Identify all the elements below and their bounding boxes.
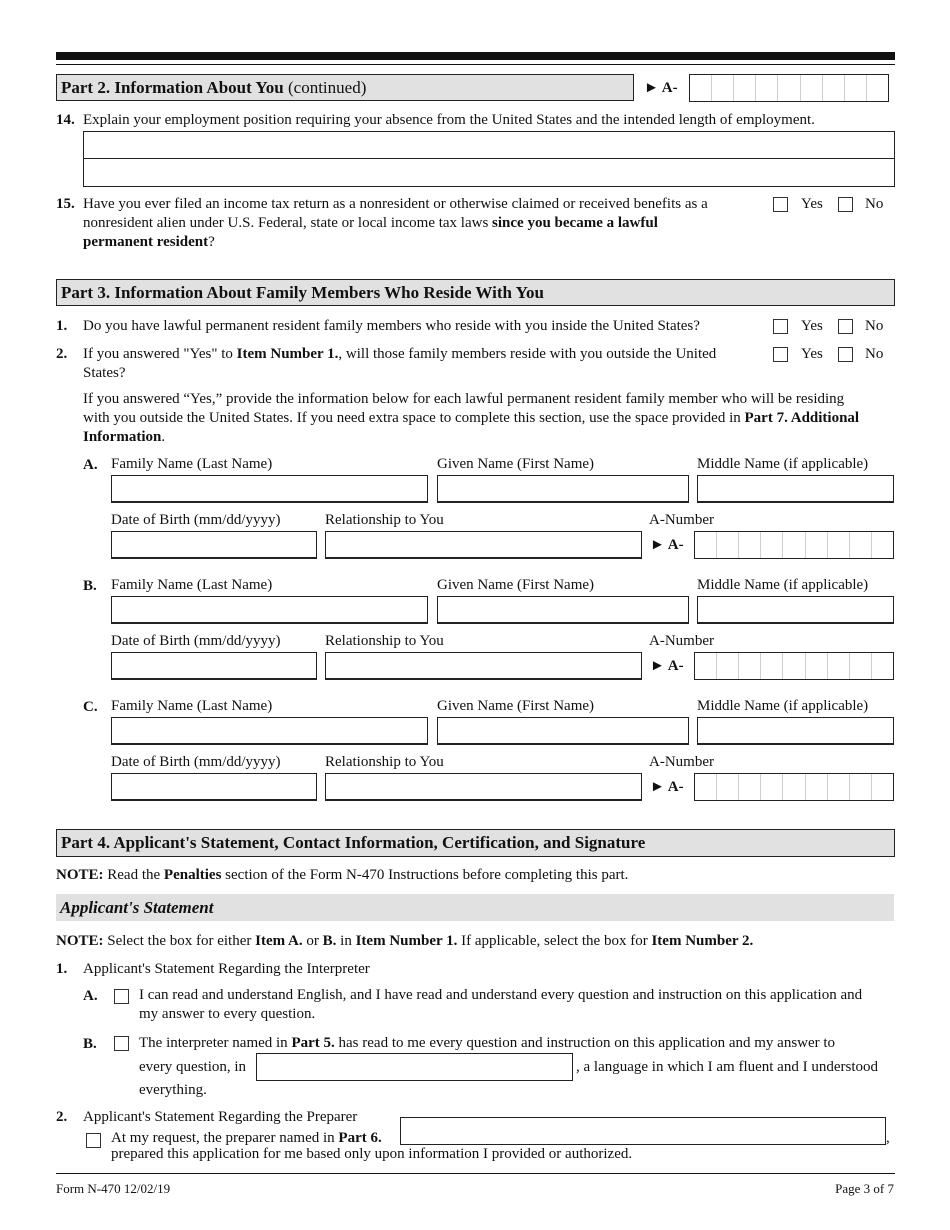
member-a-anumber-input[interactable] bbox=[694, 531, 894, 559]
part4-note2: NOTE: Select the box for either Item A. or B. in Item Number 1. If applicable, select the box for Item Number 2. bbox=[56, 933, 754, 949]
member-a-dob-label: Date of Birth (mm/dd/yyyy) bbox=[111, 512, 281, 528]
p3-q2-number: 2. bbox=[56, 346, 68, 362]
p3-q1-text: Do you have lawful permanent resident family members who reside with you inside the United States? bbox=[83, 318, 700, 334]
top-rule-thin bbox=[56, 64, 895, 65]
part4-note1: NOTE: Read the Penalties section of the Form N-470 Instructions before completing this part. bbox=[56, 867, 629, 883]
p4-item2-text: Applicant's Statement Regarding the Preparer bbox=[83, 1109, 358, 1125]
p4-item1-text: Applicant's Statement Regarding the Interpreter bbox=[83, 961, 370, 977]
member-c-letter: C. bbox=[83, 699, 98, 715]
member-c-a-prefix: ► A- bbox=[650, 779, 684, 795]
p4-item1b-checkbox[interactable] bbox=[114, 1036, 129, 1051]
member-a-family-label: Family Name (Last Name) bbox=[111, 456, 273, 472]
p3-q1-no-checkbox[interactable] bbox=[838, 319, 853, 334]
member-a-middle-label: Middle Name (if applicable) bbox=[697, 456, 869, 472]
member-a-relationship-label: Relationship to You bbox=[325, 512, 444, 528]
part3-header: Part 3. Information About Family Members Who Reside With You bbox=[56, 279, 895, 306]
member-b-relationship-label: Relationship to You bbox=[325, 633, 444, 649]
p4-item2-line2: prepared this application for me based only upon information I provided or authorized. bbox=[111, 1146, 633, 1162]
member-c-anumber-input[interactable] bbox=[694, 773, 894, 801]
member-c-relationship-label: Relationship to You bbox=[325, 754, 444, 770]
p4-item1a-text-line2: my answer to every question. bbox=[139, 1006, 316, 1022]
q15-yes-checkbox[interactable] bbox=[773, 197, 788, 212]
q15-text-line1: Have you ever filed an income tax return as a nonresident or otherwise claimed or received benefits as a bbox=[83, 196, 708, 212]
member-c-given-input[interactable] bbox=[437, 717, 689, 745]
top-rule-thick bbox=[56, 52, 895, 60]
footer-rule bbox=[56, 1173, 895, 1174]
p4-item1b-text-line2b: , a language in which I am fluent and I understood bbox=[576, 1059, 878, 1075]
interpreter-language-input[interactable] bbox=[256, 1053, 573, 1081]
p3-instructions-line1: If you answered “Yes,” provide the information below for each lawful permanent resident family member who will be residing bbox=[83, 391, 845, 407]
member-c-dob-input[interactable] bbox=[111, 773, 317, 801]
p3-q2-text-line2: States? bbox=[83, 365, 126, 381]
member-b-letter: B. bbox=[83, 578, 97, 594]
member-b-dob-label: Date of Birth (mm/dd/yyyy) bbox=[111, 633, 281, 649]
footer-page-number: Page 3 of 7 bbox=[835, 1181, 894, 1196]
q14-text: Explain your employment position requiring your absence from the United States and the intended length of employment. bbox=[83, 112, 815, 128]
q15-text-line2: nonresident alien under U.S. Federal, state or local income tax laws since you became a lawful bbox=[83, 215, 658, 231]
q15-no-label: No bbox=[865, 196, 884, 212]
member-b-given-input[interactable] bbox=[437, 596, 689, 624]
part2-a-prefix: ► A- bbox=[644, 80, 678, 96]
member-b-given-label: Given Name (First Name) bbox=[437, 577, 595, 593]
member-a-letter: A. bbox=[83, 457, 98, 473]
p4-item2-number: 2. bbox=[56, 1109, 68, 1125]
member-a-middle-input[interactable] bbox=[697, 475, 894, 503]
p4-item1a-checkbox[interactable] bbox=[114, 989, 129, 1004]
member-a-dob-input[interactable] bbox=[111, 531, 317, 559]
p3-q2-no-checkbox[interactable] bbox=[838, 347, 853, 362]
q15-text-line3: permanent resident? bbox=[83, 234, 215, 250]
p3-q2-yes-checkbox[interactable] bbox=[773, 347, 788, 362]
member-b-anumber-input[interactable] bbox=[694, 652, 894, 680]
q14-number: 14. bbox=[56, 112, 75, 128]
member-c-anumber-label: A-Number bbox=[649, 754, 714, 770]
part2-a-number-input[interactable] bbox=[689, 74, 889, 102]
part2-continued: (continued) bbox=[288, 78, 367, 97]
member-a-family-input[interactable] bbox=[111, 475, 428, 503]
member-c-family-label: Family Name (Last Name) bbox=[111, 698, 273, 714]
p3-q1-yes-label: Yes bbox=[801, 318, 823, 334]
member-c-relationship-input[interactable] bbox=[325, 773, 642, 801]
p4-item2-checkbox[interactable] bbox=[86, 1133, 101, 1148]
p4-item1a-text-line1: I can read and understand English, and I have read and understand every question and instruction on this application and bbox=[139, 987, 863, 1003]
member-a-a-prefix: ► A- bbox=[650, 537, 684, 553]
p4-item1b-text-line2a: every question, in bbox=[139, 1059, 247, 1075]
member-b-relationship-input[interactable] bbox=[325, 652, 642, 680]
p3-q1-yes-checkbox[interactable] bbox=[773, 319, 788, 334]
member-a-given-label: Given Name (First Name) bbox=[437, 456, 595, 472]
p3-instructions-line3: Information. bbox=[83, 429, 166, 445]
member-b-a-prefix: ► A- bbox=[650, 658, 684, 674]
p3-q1-no-label: No bbox=[865, 318, 884, 334]
p4-item1b-text-line1: The interpreter named in Part 5. has read to me every question and instruction on this application and my answer to bbox=[139, 1035, 836, 1051]
p4-item1-number: 1. bbox=[56, 961, 68, 977]
p3-q2-yes-label: Yes bbox=[801, 346, 823, 362]
part4-header: Part 4. Applicant's Statement, Contact Information, Certification, and Signature bbox=[56, 829, 895, 857]
member-b-middle-input[interactable] bbox=[697, 596, 894, 624]
p3-instructions-line2: with you outside the United States. If you need extra space to complete this section, use the space provided in Part 7. Additional bbox=[83, 410, 860, 426]
member-a-anumber-label: A-Number bbox=[649, 512, 714, 528]
q14-input-line2[interactable] bbox=[83, 158, 895, 187]
member-a-relationship-input[interactable] bbox=[325, 531, 642, 559]
p4-item2-comma: , bbox=[886, 1130, 890, 1146]
member-c-middle-input[interactable] bbox=[697, 717, 894, 745]
applicant-statement-subheader: Applicant's Statement bbox=[56, 894, 894, 921]
member-c-family-input[interactable] bbox=[111, 717, 428, 745]
p3-q1-number: 1. bbox=[56, 318, 68, 334]
p3-q2-no-label: No bbox=[865, 346, 884, 362]
q15-yes-label: Yes bbox=[801, 196, 823, 212]
member-c-given-label: Given Name (First Name) bbox=[437, 698, 595, 714]
p4-item1b-letter: B. bbox=[83, 1036, 97, 1052]
member-c-dob-label: Date of Birth (mm/dd/yyyy) bbox=[111, 754, 281, 770]
footer-form-id: Form N-470 12/02/19 bbox=[56, 1181, 171, 1196]
part2-title: Part 2. Information About You bbox=[61, 78, 284, 97]
p4-item2-line1: At my request, the preparer named in Part 6. bbox=[111, 1130, 382, 1146]
q15-number: 15. bbox=[56, 196, 75, 212]
p4-item1a-letter: A. bbox=[83, 988, 98, 1004]
q15-no-checkbox[interactable] bbox=[838, 197, 853, 212]
p3-q2-text-line1: If you answered "Yes" to Item Number 1., will those family members reside with you outside the United bbox=[83, 346, 717, 362]
preparer-name-input[interactable] bbox=[400, 1117, 886, 1145]
member-b-dob-input[interactable] bbox=[111, 652, 317, 680]
p4-item1b-text-line3: everything. bbox=[139, 1082, 207, 1098]
member-b-middle-label: Middle Name (if applicable) bbox=[697, 577, 869, 593]
member-c-middle-label: Middle Name (if applicable) bbox=[697, 698, 869, 714]
q14-input-line1[interactable] bbox=[83, 131, 895, 159]
part2-header bbox=[56, 74, 634, 101]
member-b-anumber-label: A-Number bbox=[649, 633, 714, 649]
member-a-given-input[interactable] bbox=[437, 475, 689, 503]
member-b-family-label: Family Name (Last Name) bbox=[111, 577, 273, 593]
member-b-family-input[interactable] bbox=[111, 596, 428, 624]
